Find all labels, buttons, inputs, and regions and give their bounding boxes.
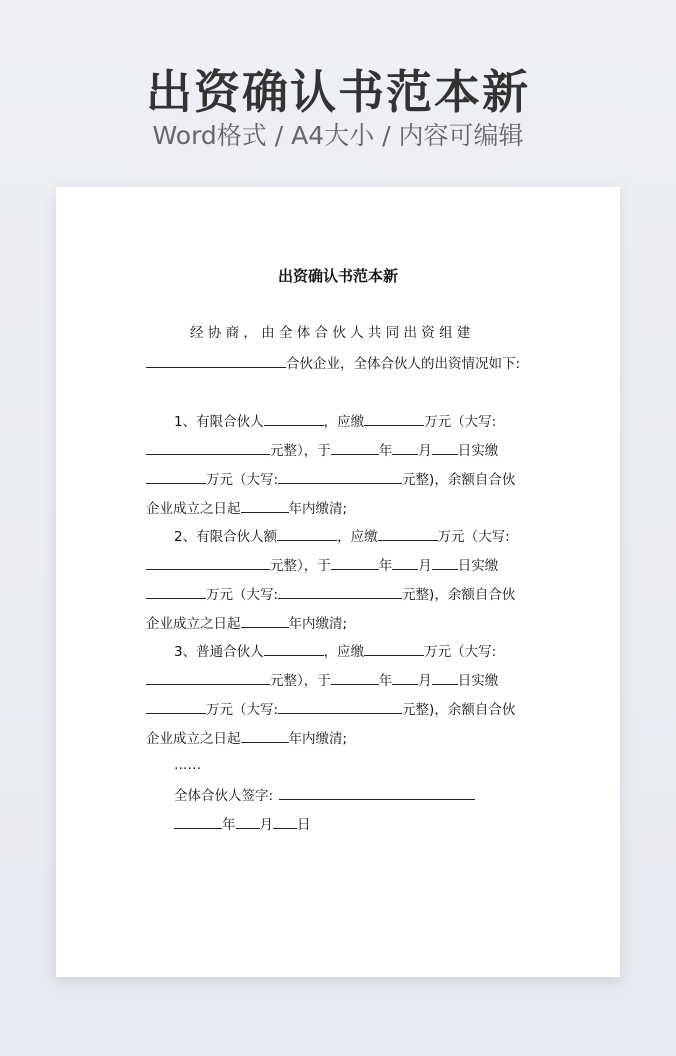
p2-month-label: 月 bbox=[418, 558, 432, 574]
p3-line-4 bbox=[146, 727, 530, 749]
p1-daxie-blank[interactable] bbox=[146, 439, 270, 455]
p3-years-blank[interactable] bbox=[241, 727, 289, 743]
signature-label: 全体合伙人签字: bbox=[174, 788, 274, 804]
p1-line-3 bbox=[146, 468, 530, 490]
signature-blank[interactable] bbox=[279, 784, 475, 800]
p1-day-blank[interactable] bbox=[432, 439, 458, 455]
p3-since-label: 企业成立之日起 bbox=[146, 731, 241, 747]
date-line bbox=[174, 813, 530, 835]
p3-clear-label: 年内缴清; bbox=[288, 731, 348, 747]
p2-paid-blank[interactable] bbox=[146, 583, 206, 599]
date-year-blank[interactable] bbox=[174, 813, 222, 829]
p3-daxie-blank[interactable] bbox=[146, 669, 270, 685]
p1-partner-blank[interactable] bbox=[264, 410, 324, 426]
p3-paid-daxie-blank[interactable] bbox=[278, 698, 402, 714]
p3-line-1 bbox=[174, 640, 530, 662]
date-month-label: 月 bbox=[259, 817, 273, 833]
p3-due-label: ，应缴 bbox=[323, 644, 365, 660]
p2-month-blank[interactable] bbox=[392, 554, 418, 570]
p1-paid-blank[interactable] bbox=[146, 468, 206, 484]
document-page bbox=[56, 187, 620, 977]
date-month-blank[interactable] bbox=[236, 813, 260, 829]
p3-month-blank[interactable] bbox=[392, 669, 418, 685]
p3-yuan-label: 元整），于 bbox=[270, 673, 331, 689]
date-day-blank[interactable] bbox=[273, 813, 297, 829]
p1-month-label: 月 bbox=[418, 443, 432, 459]
p1-daxie-label: 万元（大写: bbox=[424, 414, 497, 430]
p1-line-1 bbox=[174, 410, 530, 432]
p1-due-blank[interactable] bbox=[364, 410, 424, 426]
p2-line-2 bbox=[146, 554, 530, 576]
p3-paid-label: 日实缴 bbox=[457, 673, 499, 689]
p2-daxie-blank[interactable] bbox=[146, 554, 270, 570]
p1-since-label: 企业成立之日起 bbox=[146, 501, 241, 517]
p2-paid-daxie-label: 万元（大写: bbox=[206, 587, 279, 603]
ellipsis-line bbox=[174, 755, 530, 775]
banner-subtitle: Word格式 / A4大小 / 内容可编辑 bbox=[152, 121, 524, 150]
p3-line-2 bbox=[146, 669, 530, 691]
p2-due-blank[interactable] bbox=[378, 525, 438, 541]
p2-paid-daxie-blank[interactable] bbox=[278, 583, 402, 599]
p2-paid-label: 日实缴 bbox=[457, 558, 499, 574]
p1-paid-daxie-blank[interactable] bbox=[278, 468, 402, 484]
p3-paid-daxie-label: 万元（大写: bbox=[206, 702, 279, 718]
p1-paid-daxie-label: 万元（大写: bbox=[206, 472, 279, 488]
p3-daxie-label: 万元（大写: bbox=[424, 644, 497, 660]
p2-since-label: 企业成立之日起 bbox=[146, 616, 241, 632]
p3-due-blank[interactable] bbox=[364, 640, 424, 656]
signature-line bbox=[174, 784, 530, 806]
p3-partner-blank[interactable] bbox=[264, 640, 324, 656]
p3-paid-blank[interactable] bbox=[146, 698, 206, 714]
ellipsis: …… bbox=[174, 757, 201, 773]
p1-year-label: 年 bbox=[378, 443, 393, 459]
p3-month-label: 月 bbox=[418, 673, 432, 689]
p1-year-blank[interactable] bbox=[331, 439, 379, 455]
p3-year-label: 年 bbox=[378, 673, 393, 689]
enterprise-name-blank[interactable] bbox=[146, 352, 286, 368]
p1-line-2 bbox=[146, 439, 530, 461]
p2-line-1 bbox=[174, 525, 530, 547]
p3-label: 3、普通合伙人 bbox=[174, 644, 264, 660]
p1-clear-label: 年内缴清; bbox=[288, 501, 348, 517]
p1-due-label: ，应缴 bbox=[323, 414, 365, 430]
p2-years-blank[interactable] bbox=[241, 612, 289, 628]
intro-text-2: 合伙企业，全体合伙人的出资情况如下: bbox=[286, 356, 521, 372]
p1-label: 1、有限合伙人 bbox=[174, 414, 264, 430]
p3-year-blank[interactable] bbox=[331, 669, 379, 685]
p2-daxie-label: 万元（大写: bbox=[437, 529, 510, 545]
p1-remainder-label: 元整)，余额自合伙 bbox=[402, 472, 516, 488]
p2-partner-blank[interactable] bbox=[277, 525, 337, 541]
date-year-label: 年 bbox=[222, 817, 236, 833]
date-day-label: 日 bbox=[297, 817, 311, 833]
intro-line-1 bbox=[190, 323, 530, 343]
p2-year-label: 年 bbox=[378, 558, 393, 574]
p2-line-4 bbox=[146, 612, 530, 634]
p1-paid-label: 日实缴 bbox=[457, 443, 499, 459]
intro-text-1: 经 协 商 ， 由 全 体 合 伙 人 共 同 出 资 组 建 bbox=[190, 325, 471, 341]
p2-yuan-label: 元整），于 bbox=[270, 558, 331, 574]
p2-remainder-label: 元整)，余额自合伙 bbox=[402, 587, 516, 603]
p1-month-blank[interactable] bbox=[392, 439, 418, 455]
p2-day-blank[interactable] bbox=[432, 554, 458, 570]
intro-line-2 bbox=[146, 352, 530, 374]
p3-day-blank[interactable] bbox=[432, 669, 458, 685]
p2-year-blank[interactable] bbox=[331, 554, 379, 570]
document-title: 出资确认书范本新 bbox=[277, 267, 398, 285]
p2-label: 2、有限合伙人额 bbox=[174, 529, 278, 545]
p3-remainder-label: 元整)，余额自合伙 bbox=[402, 702, 516, 718]
p1-line-4 bbox=[146, 497, 530, 519]
p3-line-3 bbox=[146, 698, 530, 720]
p1-years-blank[interactable] bbox=[241, 497, 289, 513]
p1-yuan-label: 元整），于 bbox=[270, 443, 331, 459]
banner-title: 出资确认书范本新 bbox=[146, 65, 530, 119]
p2-clear-label: 年内缴清; bbox=[288, 616, 348, 632]
p2-due-label: ，应缴 bbox=[337, 529, 378, 545]
p2-line-3 bbox=[146, 583, 530, 605]
